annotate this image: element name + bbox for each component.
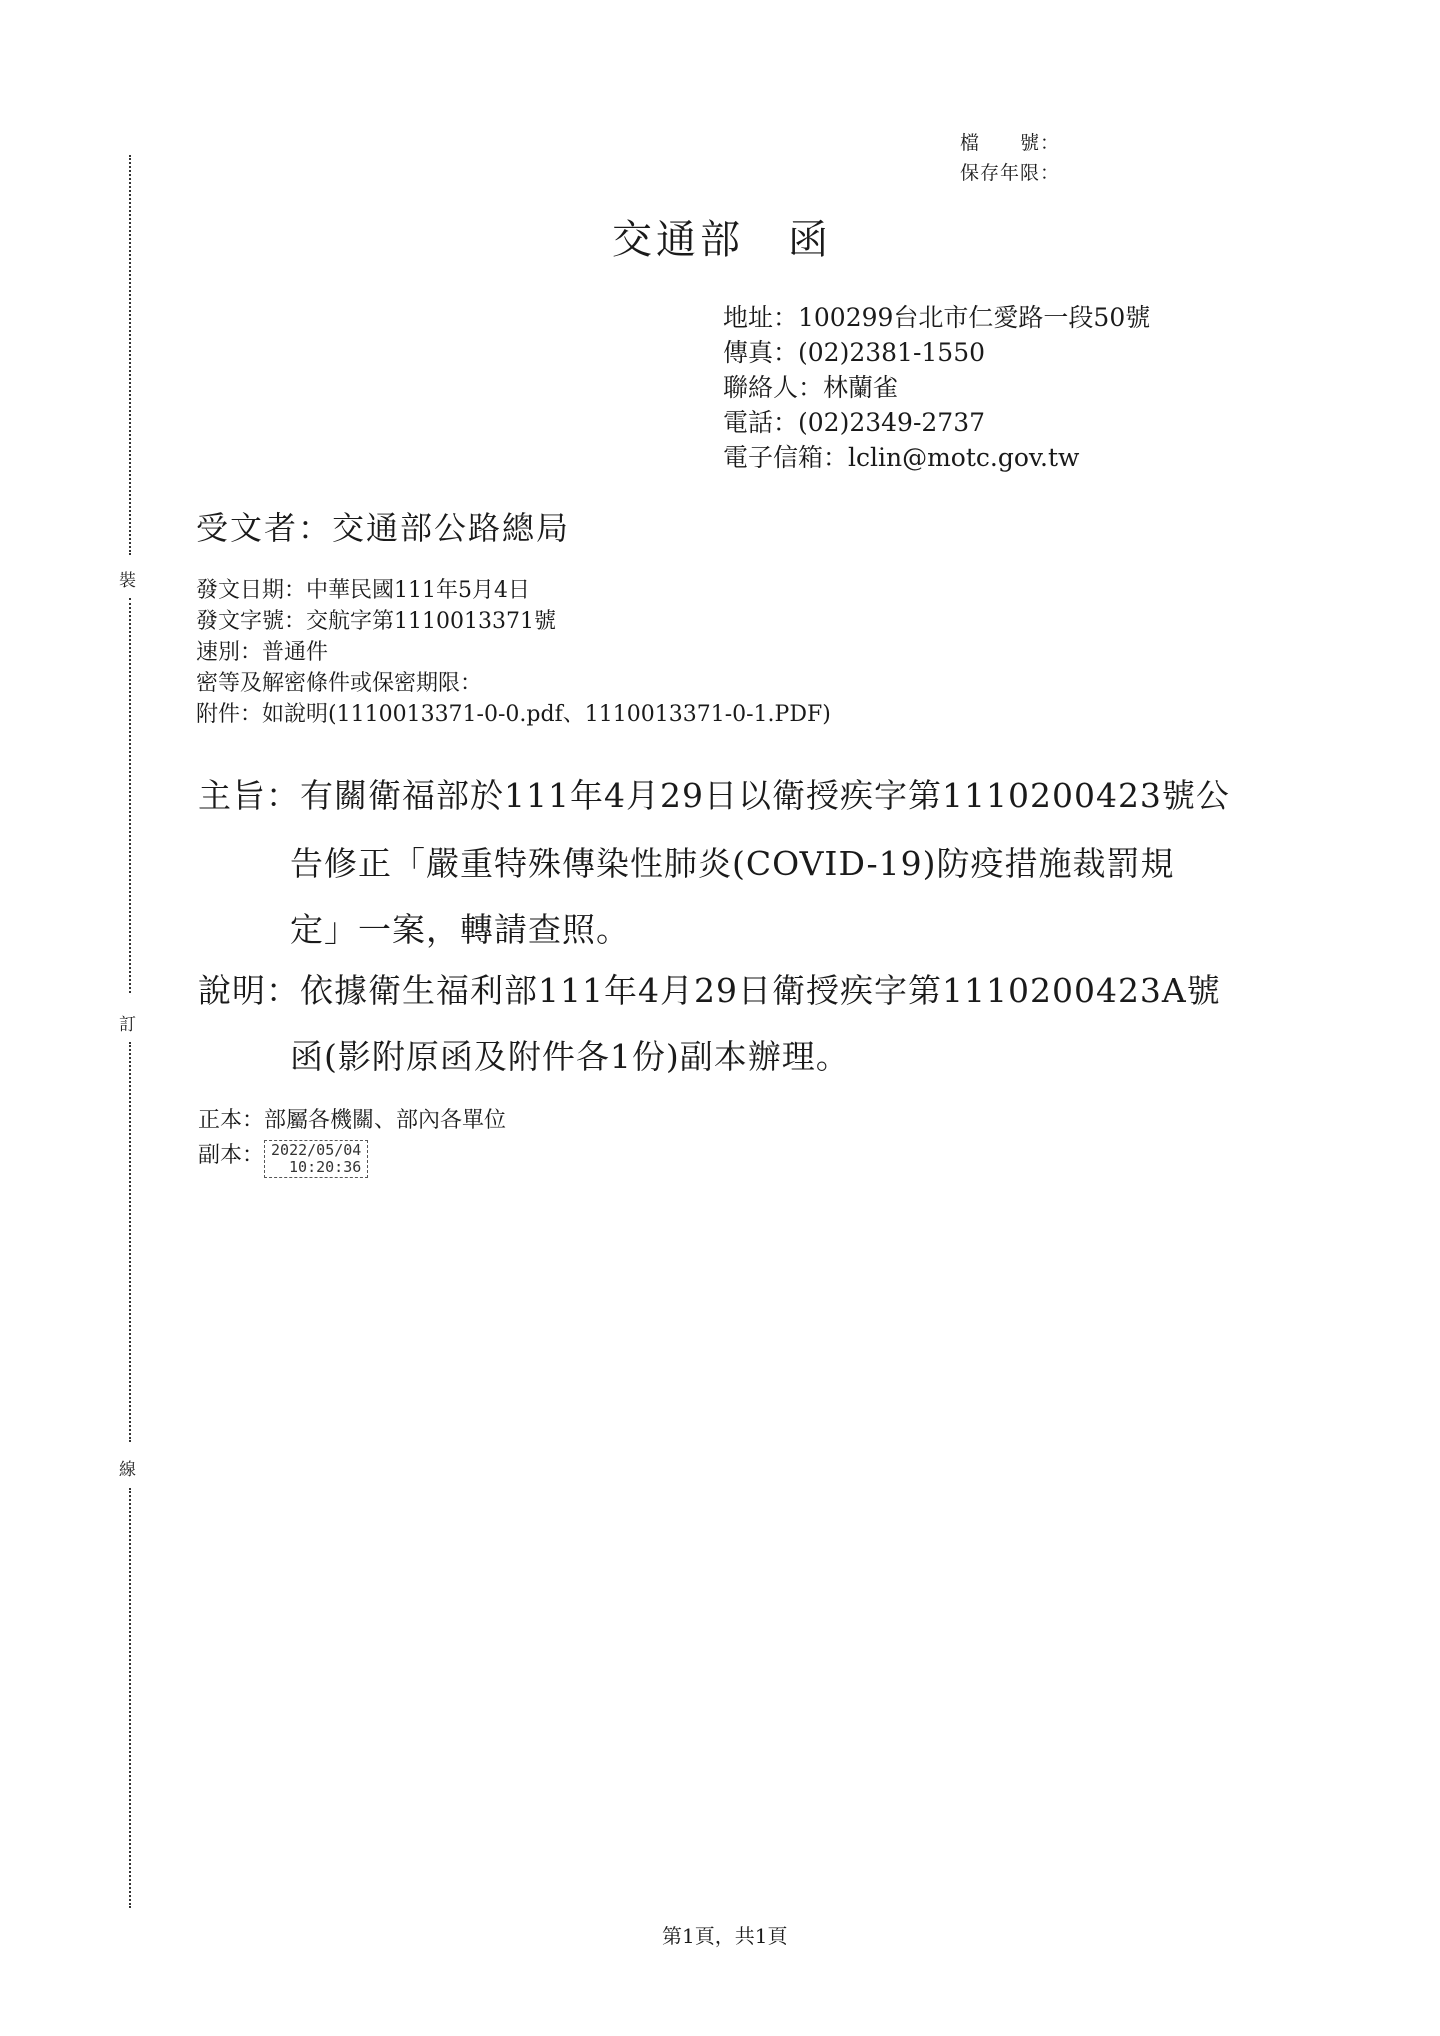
document-number-line: 發文字號：交航字第1110013371號 (196, 609, 556, 634)
document-meta-block (196, 575, 831, 730)
document-title: 交通部 函 (612, 217, 832, 263)
copy-label: 副本： (198, 1143, 265, 1168)
file-number-label: 檔 號： (960, 132, 1061, 154)
address-line: 地址：100299台北市仁愛路一段50號 (723, 303, 1151, 332)
binding-char-ding: 訂 (119, 1015, 136, 1035)
attachment-line: 附件：如說明(1110013371-0-0.pdf、1110013371-0-1.PDF) (196, 702, 831, 727)
timestamp-stamp (264, 1140, 368, 1178)
recipient-line: 受文者：交通部公路總局 (196, 509, 571, 547)
binding-line-top (129, 155, 131, 555)
contact-person-line: 聯絡人：林蘭雀 (723, 373, 899, 402)
subject-line-2: 告修正「嚴重特殊傳染性肺炎(COVID-19)防疫措施裁罰規 (290, 844, 1175, 883)
subject-line-1: 主旨：有關衛福部於111年4月29日以衛授疾字第1110200423號公 (198, 776, 1230, 815)
page-number-footer: 第1頁，共1頁 (662, 1924, 788, 1948)
explanation-line-2: 函(影附原函及附件各1份)副本辦理。 (290, 1037, 850, 1076)
issue-date-line: 發文日期：中華民國111年5月4日 (196, 578, 530, 603)
binding-line-mid-lower (129, 1042, 131, 1442)
email-line: 電子信箱：lclin@motc.gov.tw (723, 443, 1080, 472)
fax-line: 傳真：(02)2381-1550 (723, 338, 986, 367)
subject-line-3: 定」一案，轉請查照。 (290, 910, 630, 949)
binding-line-mid-upper (129, 598, 131, 993)
binding-line-bottom (129, 1488, 131, 1908)
explanation-line-1: 說明：依據衛生福利部111年4月29日衛授疾字第1110200423A號 (198, 971, 1221, 1010)
stamp-date: 2022/05/04 (271, 1141, 362, 1159)
original-recipients-line: 正本：部屬各機關、部內各單位 (198, 1108, 507, 1133)
contact-block (723, 300, 1150, 475)
speed-line: 速別：普通件 (196, 640, 329, 665)
binding-char-zhuang: 裝 (119, 571, 136, 591)
secrecy-line: 密等及解密條件或保密期限： (196, 671, 483, 696)
copy-recipients-line (198, 1140, 368, 1178)
retention-period-label: 保存年限： (960, 162, 1061, 184)
binding-char-xian: 線 (119, 1460, 136, 1480)
stamp-time: 10:20:36 (289, 1158, 362, 1176)
phone-line: 電話：(02)2349-2737 (723, 408, 986, 437)
